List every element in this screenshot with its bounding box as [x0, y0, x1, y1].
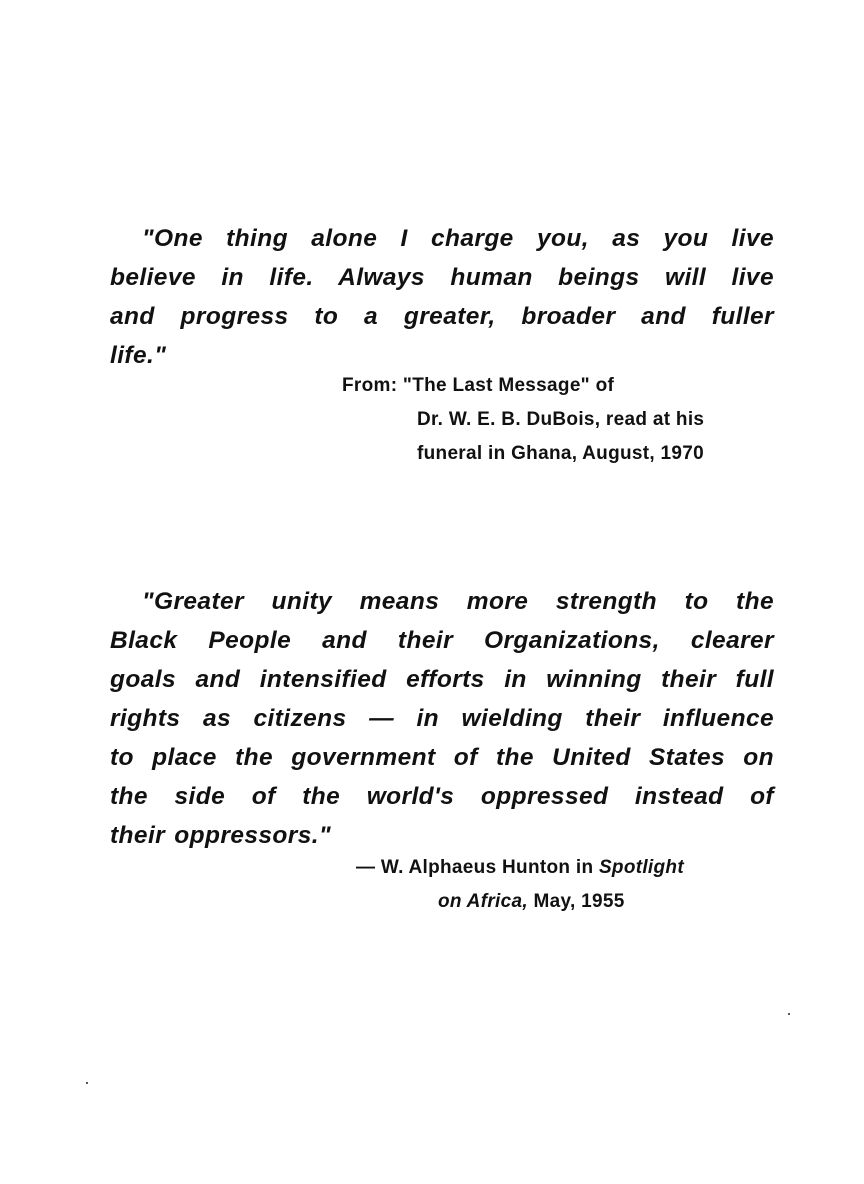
quote-line: the side of the world's oppressed instead of: [110, 783, 774, 810]
quote-line: Black People and their Organizations, clearer: [110, 627, 774, 654]
attribution-line: From: "The Last Message" of: [342, 375, 615, 396]
publication-title: on Africa,: [438, 891, 528, 912]
attribution-line: funeral in Ghana, August, 1970: [417, 443, 705, 464]
attribution-line: Dr. W. E. B. DuBois, read at his: [417, 409, 705, 430]
quote-line: life.": [110, 342, 167, 369]
attribution-line: [356, 885, 684, 919]
publication-title: Spotlight: [598, 857, 684, 878]
quote-line: their oppressors.": [110, 822, 331, 849]
quote-line: goals and intensified efforts in winning their full: [110, 666, 774, 693]
attribution-author: — W. Alphaeus Hunton in: [356, 857, 599, 878]
quote-line: believe in life. Always human beings will live: [110, 264, 774, 291]
dubois-attribution: [342, 369, 704, 471]
scan-speck: [86, 1082, 88, 1084]
hunton-quote: [110, 582, 774, 855]
dubois-quote: [110, 219, 774, 375]
quote-line: "One thing alone I charge you, as you live: [142, 225, 774, 252]
attribution-line: [356, 851, 684, 885]
quote-line: rights as citizens — in wielding their influence: [110, 705, 774, 732]
quote-line: and progress to a greater, broader and fuller: [110, 303, 774, 330]
quote-line: to place the government of the United States on: [110, 744, 774, 771]
quote-line: "Greater unity means more strength to the: [142, 588, 774, 615]
hunton-attribution: [356, 851, 684, 919]
publication-date: May, 1955: [527, 891, 625, 912]
scan-speck: [788, 1013, 790, 1015]
